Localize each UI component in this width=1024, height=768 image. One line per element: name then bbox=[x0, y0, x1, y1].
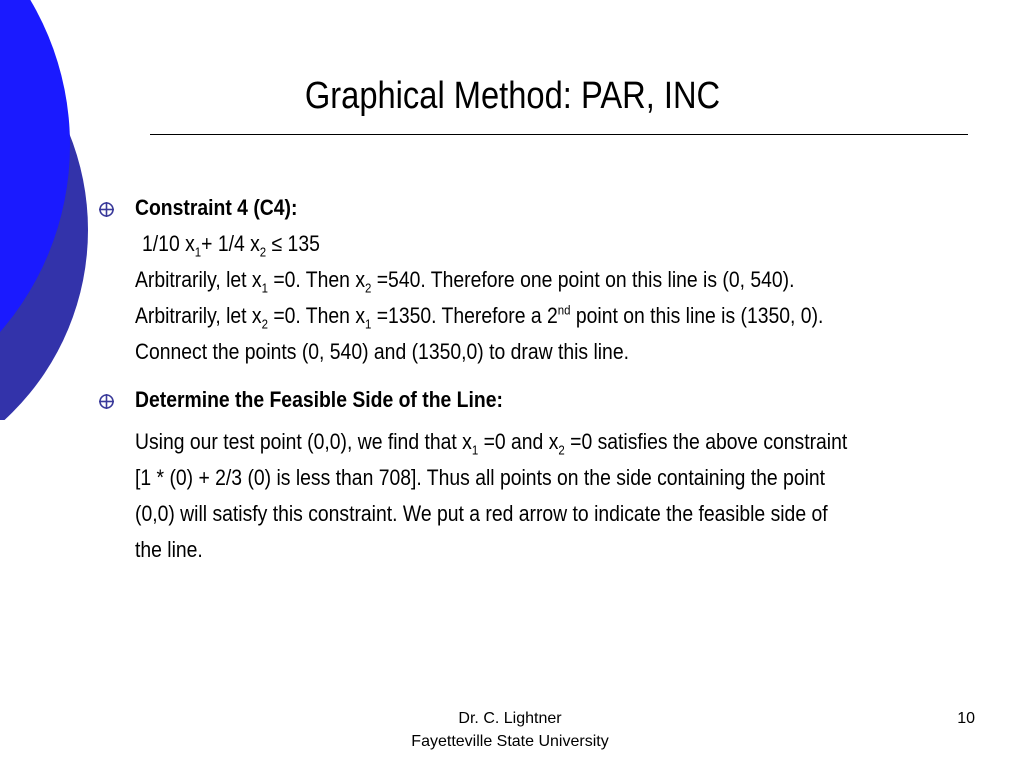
bullet-feasible-side bbox=[96, 382, 1001, 568]
footer-institution: Fayetteville State University bbox=[411, 733, 609, 750]
bullet-heading: Determine the Feasible Side of the Line: bbox=[135, 387, 503, 412]
slide-title: Graphical Method: PAR, INC bbox=[304, 75, 721, 117]
title-divider bbox=[150, 134, 968, 135]
feasible-side-paragraph bbox=[135, 418, 1001, 568]
paragraph-line: (0,0) will satisfy this constraint. We put a red arrow to indicate the feasible side of bbox=[135, 501, 828, 526]
second-point-text: Arbitrarily, let $x_2 =0$. Then $x_1 =1350$. Therefore a 2nd point on this line is (1350, 0). bbox=[135, 302, 824, 332]
bullet-heading: Constraint 4 (C4): bbox=[135, 195, 298, 220]
bullet-constraint-4 bbox=[96, 190, 1001, 370]
first-point-text: Arbitrarily, let $x_1 =0$. Then $x_2 =540$. Therefore one point on this line is (0, 540). bbox=[135, 267, 795, 296]
slide-content bbox=[96, 190, 1001, 568]
circle-cross-bullet-icon bbox=[98, 393, 115, 410]
slide-footer bbox=[330, 707, 690, 753]
circle-cross-bullet-icon bbox=[98, 201, 115, 218]
connect-points-text: Connect the points (0, 540) and (1350,0) to draw this line. bbox=[135, 339, 629, 364]
paragraph-line: the line. bbox=[135, 537, 203, 562]
paragraph-line: [1 * (0) + 2/3 (0) is less than 708]. Thus all points on the side containing the point bbox=[135, 465, 826, 490]
constraint-formula: 1/10 $x_1+ 1/4$ $x_2 \le 135$ bbox=[142, 231, 320, 260]
footer-author: Dr. C. Lightner bbox=[458, 710, 562, 727]
paragraph-line: Using our test point (0,0), we find that $x_1 =0$ and $x_2 =0$ satisfies the above constraint bbox=[135, 429, 848, 458]
page-number: 10 bbox=[957, 710, 975, 727]
